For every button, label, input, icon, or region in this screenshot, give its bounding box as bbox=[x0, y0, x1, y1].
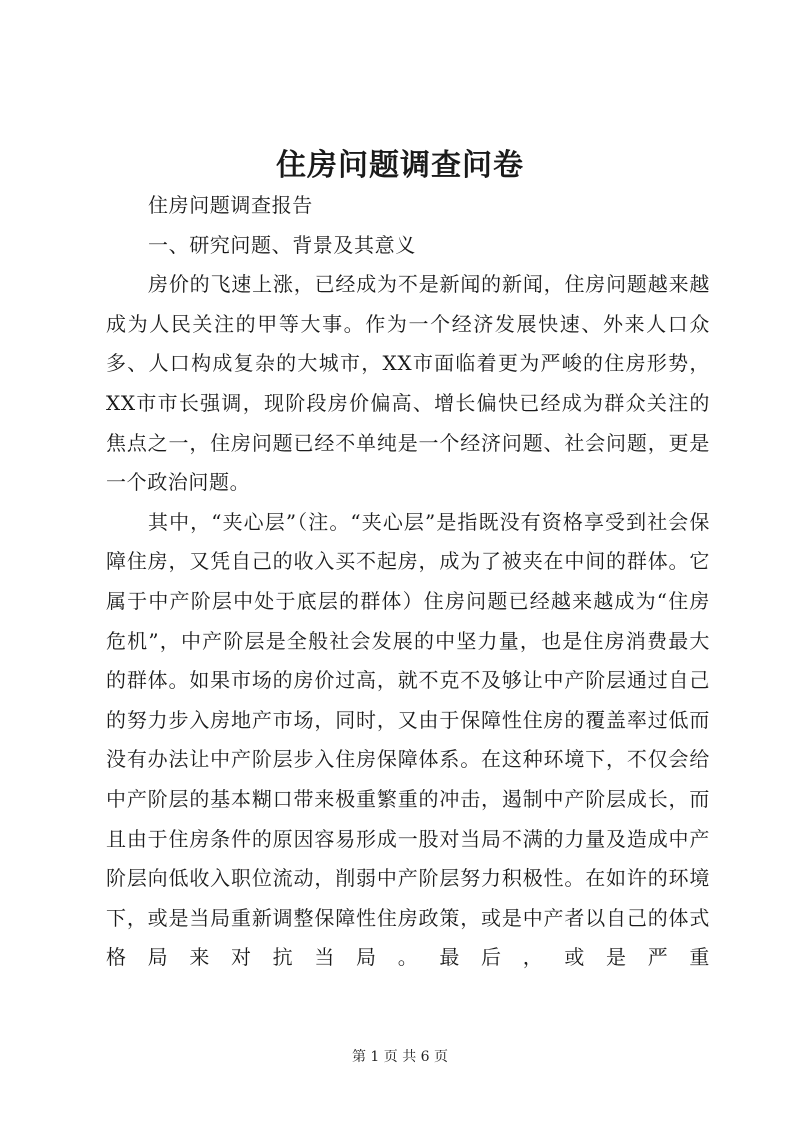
document-title: 住房问题调查问卷 bbox=[276, 148, 524, 183]
section-heading: 一、研究问题、背景及其意义 bbox=[148, 232, 416, 257]
page-footer: 第 1 页 共 6 页 bbox=[351, 1049, 449, 1065]
body-paragraph: 房价的飞速上涨，已经成为不是新闻的新闻，住房问题越来越成为人民关注的甲等大事。作为一个经济发展快速、外来人口众多、人口构成复杂的大城市，XX市面临着更为严峻的住房形势，XX市市长强调，现阶段房价偏高、增长偏快已经成为群众关注的焦点之一，住房问题已经不单纯是一个经济问题、社会问题，更是一个政治问题。 bbox=[106, 272, 710, 495]
document-body bbox=[106, 186, 710, 978]
report-heading: 住房问题调查报告 bbox=[148, 193, 313, 217]
body-paragraph: 其中，“夹心层”（注。“夹心层”是指既没有资格享受到社会保障住房，又凭自己的收入买不起房，成为了被夹在中间的群体。它属于中产阶层中处于底层的群体）住房问题已经越来越成为“住房危机”，中产阶层是全般社会发展的中坚力量，也是住房消费最大的群体。如果市场的房价过高，就不克不及够让中产阶层通过自己的努力步入房地产市场，同时，又由于保障性住房的覆盖率过低而没有办法让中产阶层步入住房保障体系。在这种环境下，不仅会给中产阶层的基本糊口带来极重繁重的冲击，遏制中产阶层成长，而且由于住房条件的原因容易形成一股对当局不满的力量及造成中产阶层向低收入职位流动，削弱中产阶层努力积极性。在如许的环境下，或是当局重新调整保障性住房政策，或是中产者以自己的体式格局来对抗当局。最后，或是严重 bbox=[106, 509, 710, 970]
